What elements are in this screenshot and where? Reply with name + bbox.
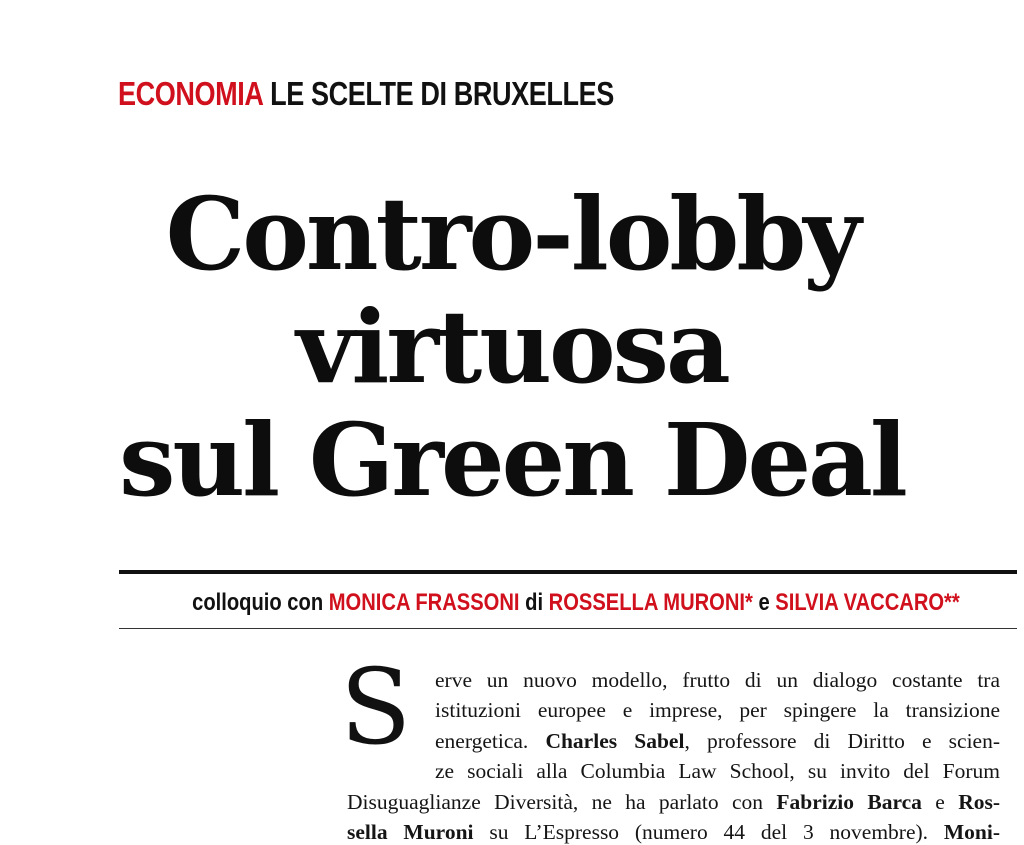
body-line-3 (435, 728, 1000, 754)
byline-intro: colloquio con (192, 589, 324, 616)
body-line-1: erve un nuovo modello, frutto di un dialogo costante tra (435, 668, 1000, 692)
byline-by: di (525, 589, 544, 616)
topic-label: LE SCELTE DI BRUXELLES (270, 75, 614, 112)
byline-and: e (758, 589, 770, 616)
body-text: , professore di Diritto e scien- (684, 729, 1000, 753)
byline-author-1: ROSSELLA MURONI* (548, 589, 753, 616)
headline-line-1: Contro-lobby (165, 175, 859, 293)
drop-cap: S (340, 646, 412, 768)
body-text: energetica. (435, 729, 529, 753)
body-bold-name: Ros- (958, 790, 1000, 814)
body-line-4: ze sociali alla Columbia Law School, su invito del Forum (435, 759, 1000, 783)
body-text: su L’Espresso (numero 44 del 3 novembre). (489, 820, 929, 844)
byline-interviewee: MONICA FRASSONI (328, 589, 520, 616)
body-line-5 (347, 789, 1000, 815)
body-line-6 (347, 819, 1000, 845)
headline (0, 175, 1024, 519)
byline-top-rule (119, 570, 1017, 574)
headline-line-3: sul Green Deal (119, 401, 905, 519)
byline-bottom-rule (119, 628, 1017, 629)
body-bold-name: Fabrizio Barca (776, 790, 922, 814)
body-bold-name: Moni- (943, 820, 1001, 844)
section-label: ECONOMIA (118, 75, 264, 112)
body-line-2: istituzioni europee e imprese, per spingere la transizione (435, 698, 1000, 722)
body-bold-name: sella Muroni (347, 820, 474, 844)
byline-author-2: SILVIA VACCARO** (775, 589, 960, 616)
byline (119, 588, 1017, 618)
section-kicker (118, 74, 614, 114)
headline-line-2: virtuosa (296, 288, 728, 406)
body-text: Disuguaglianze Diversità, ne ha parlato con (347, 790, 764, 814)
body-text: e (935, 790, 945, 814)
body-bold-name: Charles Sabel (545, 729, 685, 753)
